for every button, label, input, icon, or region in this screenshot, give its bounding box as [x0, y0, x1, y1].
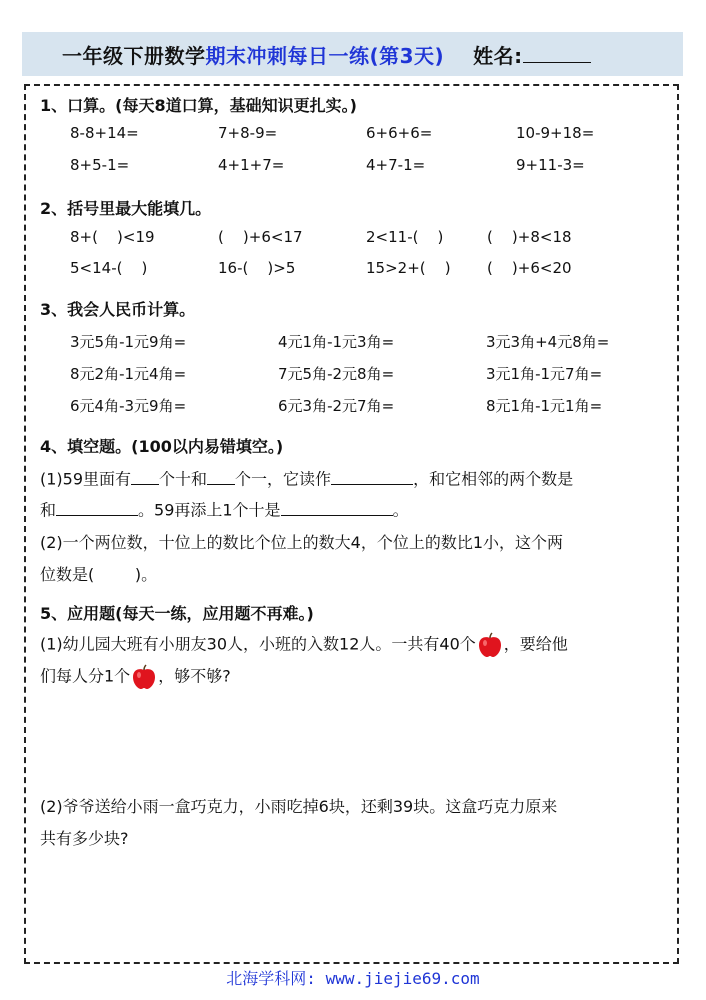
bracket-item-2: ( )+6<17	[218, 228, 303, 246]
fill-q1-line1	[40, 466, 665, 490]
reading-blank[interactable]	[331, 466, 413, 485]
app-q2-line1: (2)爷爷送给小雨一盒巧克力，小雨吃掉6块，还剩39块。这盒巧克力原来	[40, 797, 558, 816]
app-q1-text-b: ，要给他	[503, 634, 568, 654]
money-item-6: 3元1角-1元7角=	[486, 365, 603, 383]
neighbor-blank[interactable]	[56, 497, 138, 516]
money-item-2: 4元1角-1元3角=	[278, 333, 395, 351]
oral-item-1: 8-8+14=	[70, 124, 139, 142]
section4-title: 4、填空题。(100以内易错填空。)	[40, 437, 284, 456]
bracket-item-6: 16-( )>5	[218, 259, 296, 277]
fill-q1-text-a: (1)59里面有	[40, 469, 132, 489]
oral-item-2: 7+8-9=	[218, 124, 278, 142]
bracket-item-1: 8+( )<19	[70, 228, 155, 246]
apple-icon	[130, 663, 158, 691]
oral-item-4: 10-9+18=	[516, 124, 595, 142]
add-ten-blank[interactable]	[281, 497, 393, 516]
oral-item-3: 6+6+6=	[366, 124, 433, 142]
app-q1-text-c: 们每人分1个	[40, 666, 131, 686]
bracket-item-7: 15>2+( )	[366, 259, 451, 277]
app-q1-text-a: (1)幼儿园大班有小朋友30人，小班的入数12人。一共有40个	[40, 634, 476, 654]
oral-item-7: 4+7-1=	[366, 156, 426, 174]
ones-blank[interactable]	[207, 466, 235, 485]
fill-q1-line2	[40, 497, 665, 521]
money-item-1: 3元5角-1元9角=	[70, 333, 187, 351]
fill-q2-line1: (2)一个两位数，十位上的数比个位上的数大4，个位上的数比1小，这个两	[40, 533, 564, 552]
section3-title: 3、我会人民币计算。	[40, 300, 196, 319]
bracket-item-4: ( )+8<18	[487, 228, 572, 246]
fill-q1-text-g: 。	[392, 500, 409, 520]
fill-q1-text-b: 个十和	[159, 469, 208, 489]
apple-icon	[476, 631, 504, 659]
title-practice: 期末冲刺每日一练(第3天)	[205, 44, 445, 68]
app-q1-line1	[40, 631, 665, 659]
section2-title: 2、括号里最大能填几。	[40, 199, 212, 218]
fill-q1-text-e: 和	[40, 500, 57, 520]
money-item-4: 8元2角-1元4角=	[70, 365, 187, 383]
money-item-3: 3元3角+4元8角=	[486, 333, 610, 351]
fill-q2-line2: 位数是( )。	[40, 565, 158, 584]
header-banner	[22, 32, 683, 76]
name-blank[interactable]	[523, 40, 591, 63]
fill-q1-text-d: ，和它相邻的两个数是	[413, 469, 574, 489]
bracket-item-5: 5<14-( )	[70, 259, 148, 277]
title-grade: 一年级下册数学	[62, 44, 206, 68]
app-q2-line2: 共有多少块?	[40, 829, 129, 848]
bracket-item-3: 2<11-( )	[366, 228, 444, 246]
money-item-7: 6元4角-3元9角=	[70, 397, 187, 415]
oral-item-8: 9+11-3=	[516, 156, 585, 174]
footer-source: 北海学科网: www.jiejie69.com	[226, 969, 480, 988]
app-q1-line2	[40, 663, 665, 691]
section5-title: 5、应用题(每天一练，应用题不再难。)	[40, 604, 314, 623]
money-item-8: 6元3角-2元7角=	[278, 397, 395, 415]
money-item-5: 7元5角-2元8角=	[278, 365, 395, 383]
name-label: 姓名:	[473, 44, 523, 68]
page-title	[62, 40, 591, 69]
tens-blank[interactable]	[131, 466, 159, 485]
oral-item-5: 8+5-1=	[70, 156, 130, 174]
oral-item-6: 4+1+7=	[218, 156, 285, 174]
fill-q1-text-f: 。59再添上1个十是	[138, 500, 281, 520]
fill-q1-text-c: 个一，它读作	[235, 469, 332, 489]
app-q1-text-d: ，够不够?	[158, 666, 231, 686]
section1-title: 1、口算。(每天8道口算，基础知识更扎实。)	[40, 96, 357, 115]
money-item-9: 8元1角-1元1角=	[486, 397, 603, 415]
bracket-item-8: ( )+6<20	[487, 259, 572, 277]
